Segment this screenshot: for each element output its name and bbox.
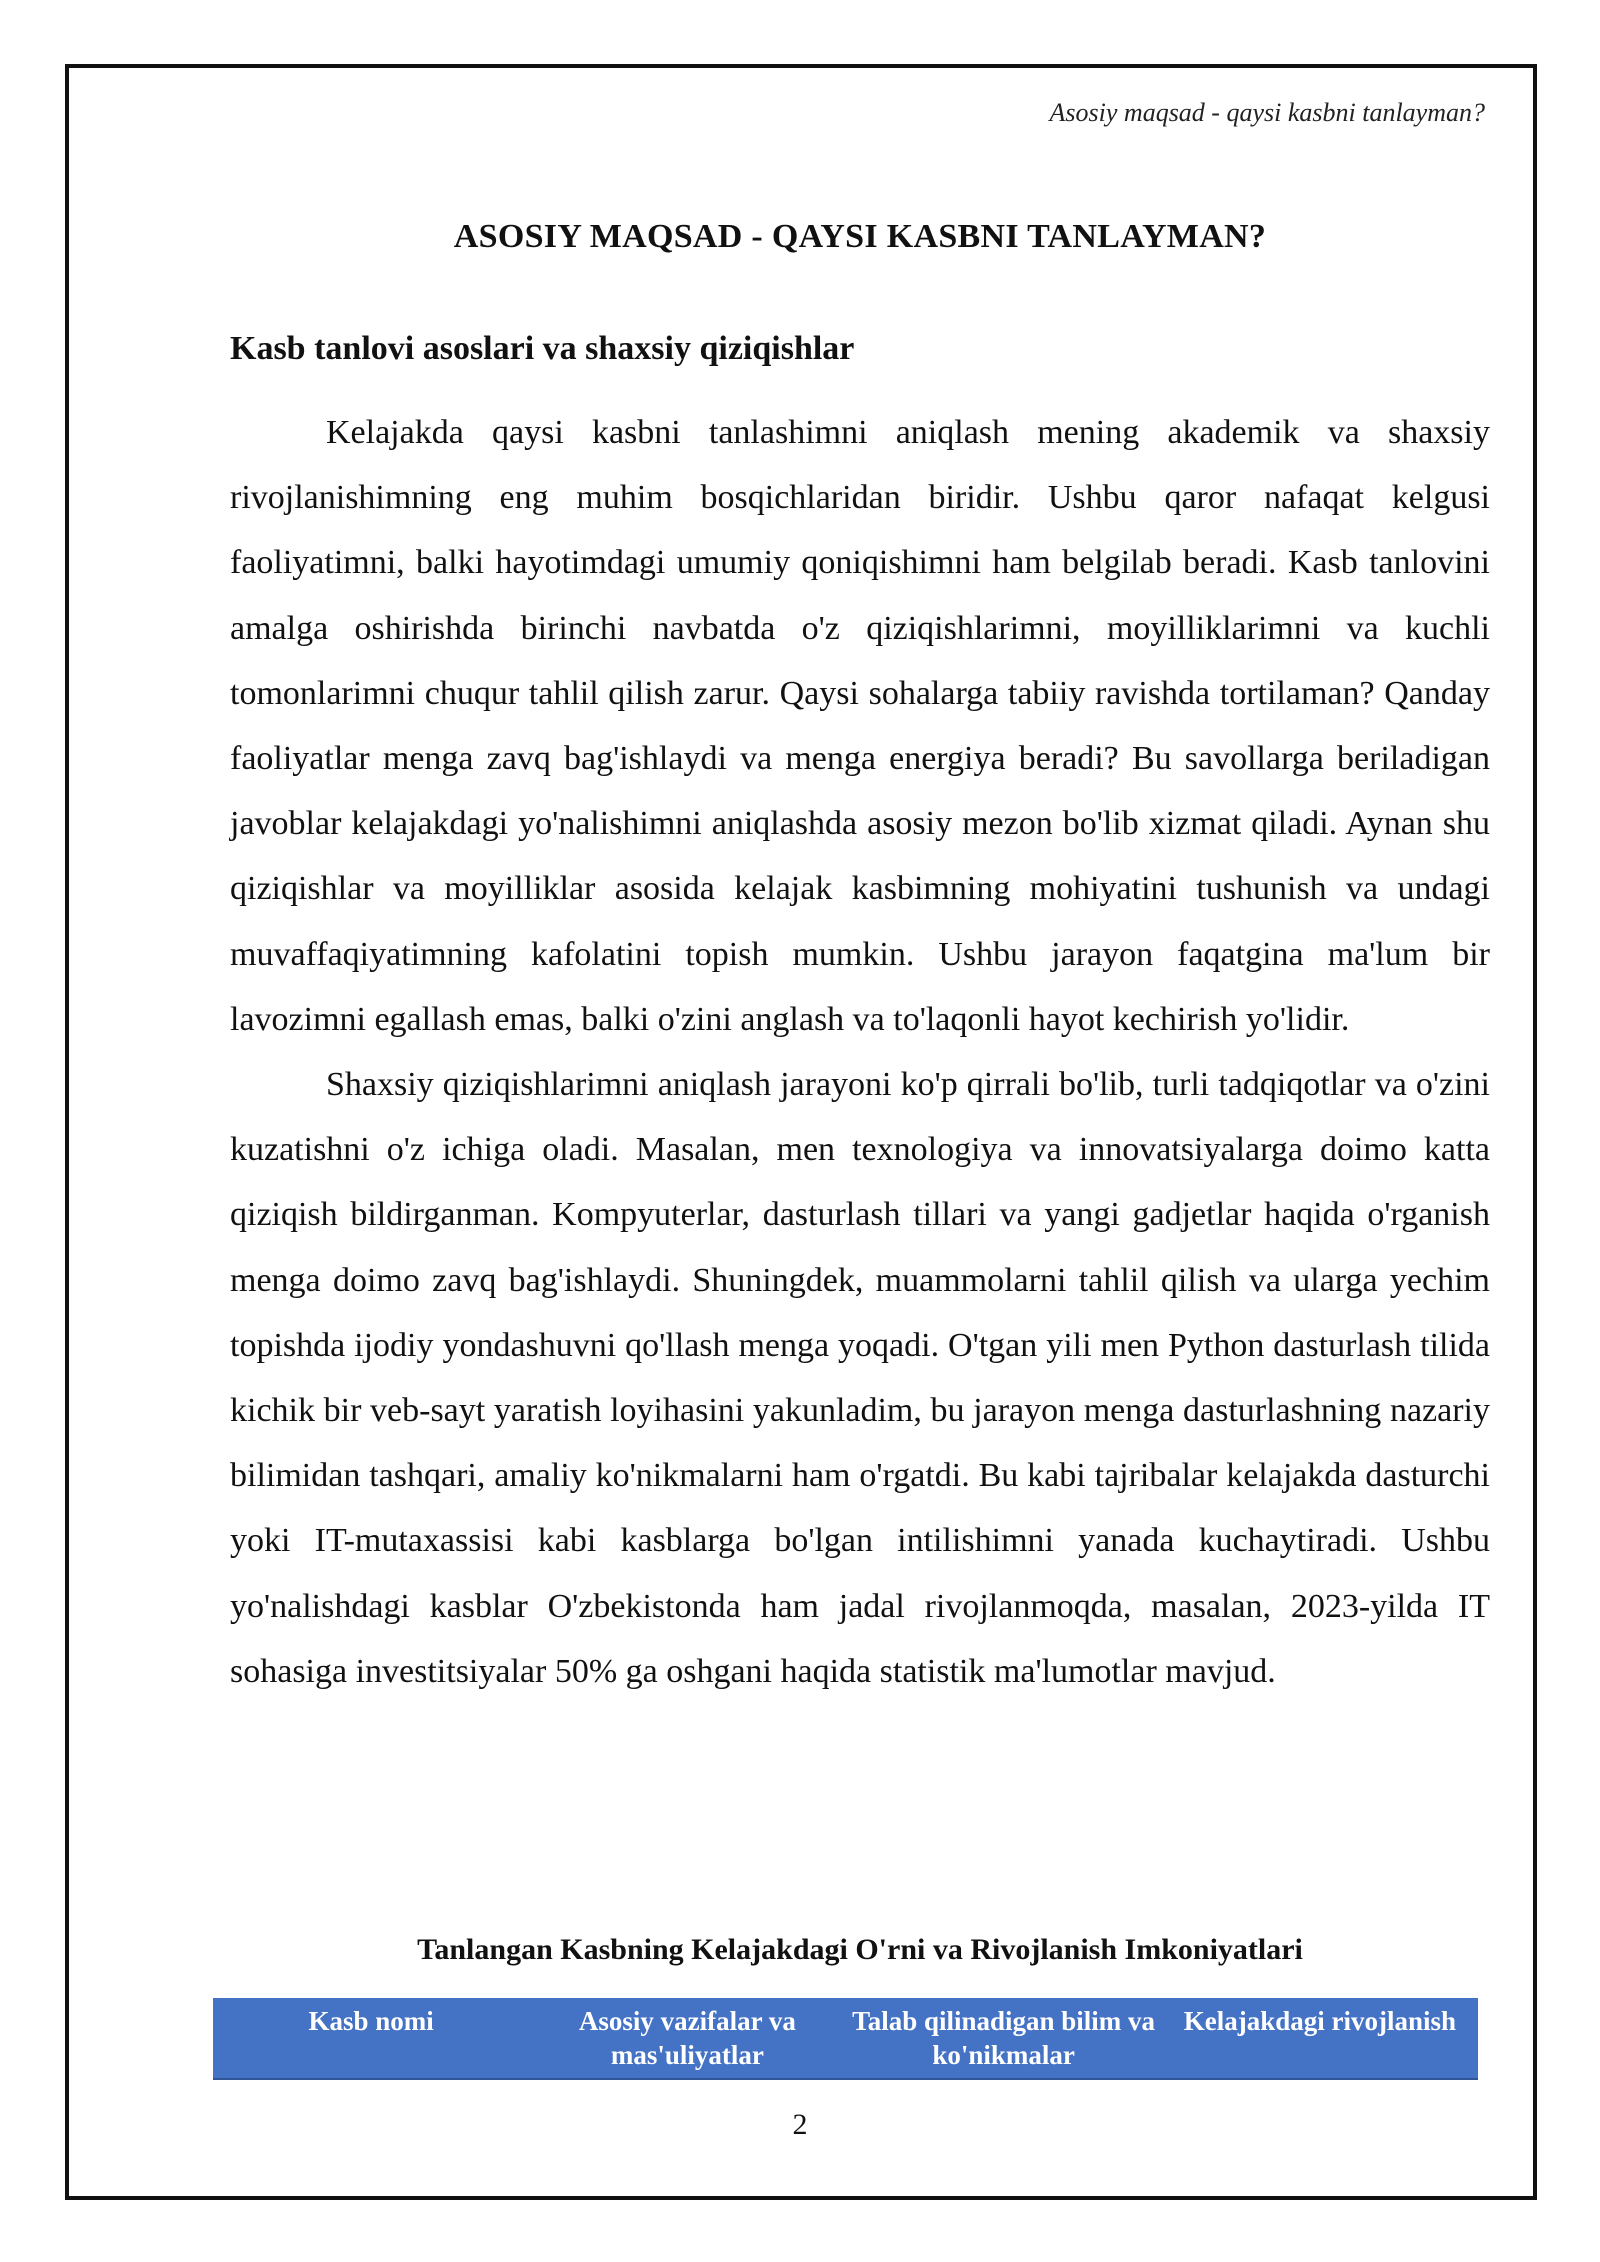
- section-heading: Kasb tanlovi asoslari va shaxsiy qiziqishlar: [230, 330, 855, 367]
- document-title: ASOSIY MAQSAD - QAYSI KASBNI TANLAYMAN?: [453, 218, 1267, 255]
- paragraph: Kelajakda qaysi kasbni tanlashimni aniqlash mening akademik va shaxsiy rivojlanishimning eng muhim bosqichlaridan biridir. Ushbu qaror nafaqat kelgusi faoliyatimni, balki hayotimdagi umumiy qoniqishimni ham belgilab beradi. Kasb tanlovini amalga oshirishda birinchi navbatda o'z qiziqishlarimni, moyilliklarimni va kuchli tomonlarimni chuqur tahlil qilish zarur. Qaysi sohalarga tabiiy ravishda tortilaman? Qanday faoliyatlar menga zavq bag'ishlaydi va menga energiya beradi? Bu savollarga beriladigan javoblar kelajakdagi yo'nalishimni aniqlashda asosiy mezon bo'lib xizmat qiladi. Aynan shu qiziqishlar va moyilliklar asosida kelajak kasbimning mohiyatini tushunish va undagi muvaffaqiyatimning kafolatini topish mumkin. Ushbu jarayon faqatgina ma'lum bir lavozimni egallash emas, balki o'zini anglash va to'laqonli hayot kechirish yo'lidir.: [230, 414, 1490, 1038]
- table-header-cell: Kasb nomi: [308, 2006, 434, 2036]
- page-number: 2: [792, 2108, 808, 2141]
- table-header-cell: Asosiy vazifalar va mas'uliyatlar: [578, 2006, 796, 2070]
- running-header: Asosiy maqsad - qaysi kasbni tanlayman?: [1049, 98, 1485, 127]
- table-header-cell: Talab qilinadigan bilim va ko'nikmalar: [852, 2006, 1156, 2070]
- body-text: [230, 400, 1490, 1704]
- careers-table-header: [213, 1998, 1478, 2080]
- paragraph: Shaxsiy qiziqishlarimni aniqlash jarayoni ko'p qirrali bo'lib, turli tadqiqotlar va o'zini kuzatishni o'z ichiga oladi. Masalan, men texnologiya va innovatsiyalarga doimo katta qiziqish bildirganman. Kompyuterlar, dasturlash tillari va yangi gadjetlar haqida o'rganish menga doimo zavq bag'ishlaydi. Shuningdek, muammolarni tahlil qilish va ularga yechim topishda ijodiy yondashuvni qo'llash menga yoqadi. O'tgan yili men Python dasturlash tilida kichik bir veb-sayt yaratish loyihasini yakunladim, bu jarayon menga dasturlashning nazariy bilimidan tashqari, amaliy ko'nikmalarni ham o'rgatdi. Bu kabi tajribalar kelajakda dasturchi yoki IT-mutaxassisi kabi kasblarga bo'lgan intilishimni yanada kuchaytiradi. Ushbu yo'nalishdagi kasblar O'zbekistonda ham jadal rivojlanmoqda, masalan, 2023-yilda IT sohasiga investitsiyalar 50% ga oshgani haqida statistik ma'lumotlar mavjud.: [230, 1066, 1490, 1690]
- table-caption: Tanlangan Kasbning Kelajakdagi O'rni va Rivojlanish Imkoniyatlari: [417, 1933, 1303, 1966]
- table-header-cell: Kelajakdagi rivojlanish: [1183, 2006, 1457, 2036]
